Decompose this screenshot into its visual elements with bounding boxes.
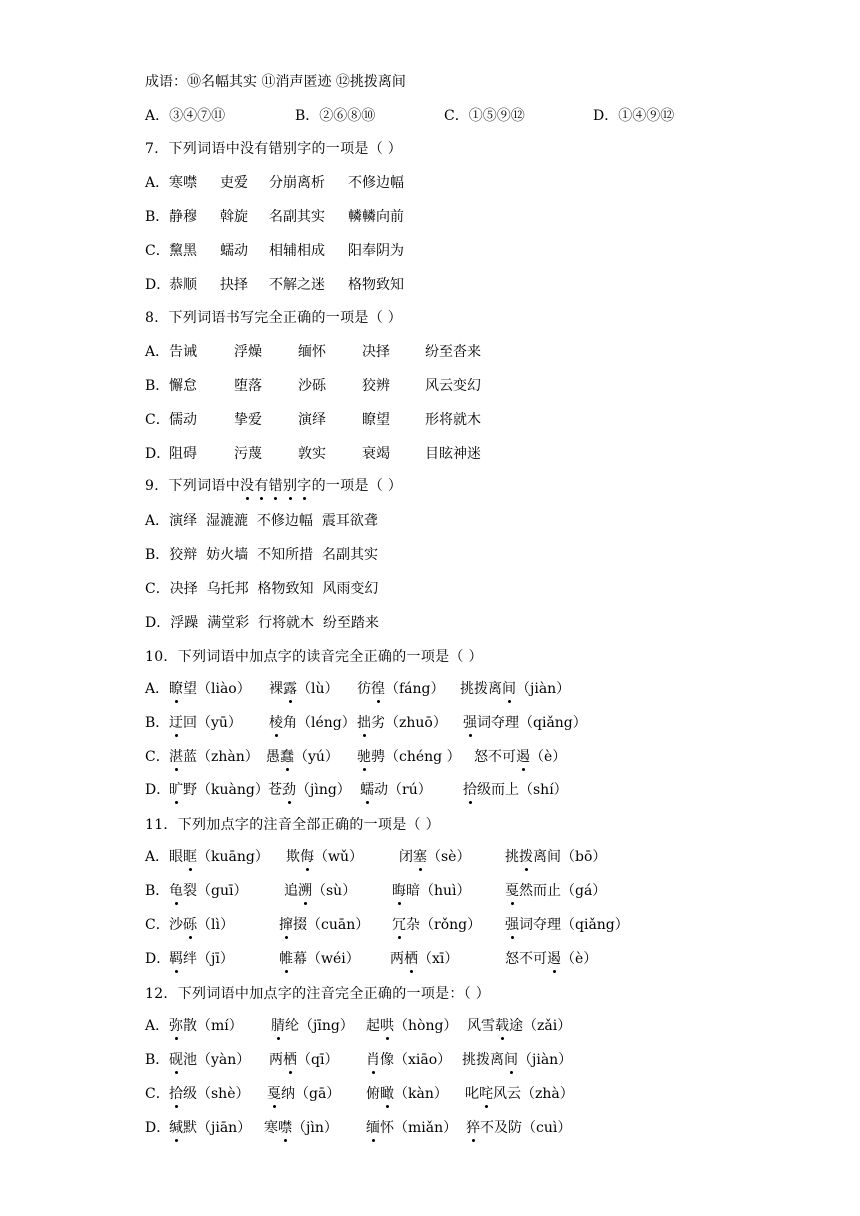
dotted-char: 龟: [169, 880, 183, 902]
pinyin-item: 冗杂（rǒng）: [392, 914, 481, 936]
word: 轔轔向前: [348, 209, 404, 225]
pinyin-item: 腈纶（jīng）: [271, 1015, 354, 1037]
dotted-char: 强: [505, 914, 519, 936]
option-label: D．: [145, 1120, 171, 1136]
option-label: B．: [145, 1052, 170, 1068]
pinyin-item: 砚池（yàn）: [169, 1049, 250, 1071]
pinyin-item: 两栖（qī）: [269, 1049, 338, 1071]
dotted-char: 棱: [269, 712, 283, 734]
pinyin-item: 肖像（xiāo）: [366, 1049, 451, 1071]
pinyin-item: 湛蓝（zhàn）: [169, 746, 259, 768]
word: 决择: [362, 344, 390, 360]
question-8-stem: 8．下列词语书写完全正确的一项是（ ）: [145, 310, 403, 326]
dotted-char: 遏: [516, 746, 530, 768]
option-label: C．: [145, 412, 170, 428]
dotted-char: 迂: [169, 712, 183, 734]
word: 分崩离析: [269, 175, 325, 191]
dotted-char: 遏: [547, 948, 561, 970]
pinyin-item: 挑拨离间（bō）: [505, 846, 606, 868]
word: 衰竭: [362, 446, 390, 462]
word: 挚爱: [234, 412, 262, 428]
option-label: D．: [145, 782, 171, 798]
word: 恭顺: [169, 277, 197, 293]
pinyin-item: 叱咤风云（zhà）: [465, 1083, 574, 1105]
word: 相辅相成: [269, 243, 325, 259]
pinyin-item: 欺侮（wǔ）: [286, 846, 363, 868]
word: 堕落: [234, 378, 262, 394]
word: 懈怠: [169, 378, 197, 394]
dotted-char: 晦: [392, 880, 406, 902]
word: 沙砾: [298, 378, 326, 394]
q9-option-a: [145, 510, 378, 532]
emphasis-char: 错: [269, 475, 283, 497]
dotted-char: 旷: [169, 779, 183, 801]
word: 告诫: [169, 344, 197, 360]
pinyin-item: 旷野（kuàng）: [169, 779, 269, 801]
dotted-char: 驰: [357, 746, 371, 768]
option-b: B．②⑥⑧⑩: [295, 108, 376, 124]
pinyin-item: 拾级（shè）: [169, 1083, 250, 1105]
option-label: A．: [145, 175, 170, 191]
word: 蠕动: [220, 243, 248, 259]
option-label: D．: [145, 277, 171, 293]
dotted-char: 溯: [298, 880, 312, 902]
word: 名副其实: [269, 209, 325, 225]
dotted-char: 瞭: [169, 678, 183, 700]
option-label: A．: [145, 513, 170, 529]
option-label: B．: [145, 715, 170, 731]
dotted-char: 载: [495, 1015, 509, 1037]
word: 形将就木: [425, 412, 481, 428]
option-c: C．①⑤⑨⑫: [444, 108, 525, 124]
dotted-char: 栖: [283, 1049, 297, 1071]
pinyin-item: 戛纳（gā）: [267, 1083, 340, 1105]
word: 格物致知: [348, 277, 404, 293]
word: 目眩神迷: [425, 446, 481, 462]
dotted-char: 拾: [463, 779, 477, 801]
word: 不修边幅: [348, 175, 404, 191]
pinyin-item: 缅怀（miǎn）: [366, 1117, 457, 1139]
option-a: A．③④⑦⑪: [145, 108, 226, 124]
pinyin-item: 棱角（léng）: [269, 712, 356, 734]
dotted-char: 噤: [278, 1117, 292, 1139]
q9-option-d: [145, 612, 379, 634]
word: 阳奉阴为: [348, 243, 404, 259]
word: 狡辨: [362, 378, 390, 394]
q9-option-b: [145, 544, 378, 566]
dotted-char: 拙: [357, 712, 371, 734]
pinyin-item: 帷幕（wéi）: [279, 948, 360, 970]
dotted-char: 缄: [169, 1117, 183, 1139]
dotted-char: 塞: [413, 846, 427, 868]
option-label: B．: [145, 883, 170, 899]
question-10-stem: 10．下列词语中加点字的读音完全正确的一项是（ ）: [145, 649, 483, 665]
pinyin-item: 戛然而止（gá）: [505, 880, 606, 902]
dotted-char: 徨: [371, 678, 385, 700]
pinyin-item: 闭塞（sè）: [399, 846, 470, 868]
dotted-char: 劲: [282, 779, 296, 801]
pinyin-item: 挑拨离间（jiàn）: [460, 678, 570, 700]
dotted-char: 撺: [279, 914, 293, 936]
emphasis-char: 没: [240, 475, 254, 497]
option-label: B．: [145, 547, 170, 563]
option-text: 浮躁 满堂彩 行将就木 纷至踏来: [170, 615, 379, 631]
word: 瞭望: [362, 412, 390, 428]
dotted-char: 咤: [479, 1083, 493, 1105]
pinyin-item: 怒不可遏（è）: [474, 746, 566, 768]
pinyin-item: 俯瞰（kàn）: [366, 1083, 448, 1105]
option-label: C．: [145, 1086, 170, 1102]
top-options: [145, 105, 725, 127]
emphasis-char: 有: [254, 475, 268, 497]
dotted-char: 哄: [380, 1015, 394, 1037]
pinyin-item: 寒噤（jìn）: [264, 1117, 338, 1139]
dotted-char: 帷: [279, 948, 293, 970]
pinyin-item: 怒不可遏（è）: [505, 948, 597, 970]
pinyin-item: 缄默（jiān）: [169, 1117, 251, 1139]
pinyin-item: 迂回（yū）: [169, 712, 242, 734]
pinyin-item: 追溯（sù）: [284, 880, 356, 902]
word: 斡旋: [220, 209, 248, 225]
word: 浮燥: [234, 344, 262, 360]
dotted-char: 拾: [169, 1083, 183, 1105]
word: 不解之迷: [269, 277, 325, 293]
pinyin-item: 愚蠢（yú）: [266, 746, 339, 768]
question-11-stem: 11．下列加点字的注音全部正确的一项是（ ）: [145, 817, 440, 833]
pinyin-item: 裸露（lù）: [269, 678, 339, 700]
option-label: A．: [145, 849, 170, 865]
emphasis-char: 字: [297, 475, 311, 497]
dotted-char: 戛: [505, 880, 519, 902]
word: 风云变幻: [425, 378, 481, 394]
pinyin-item: 眼眶（kuāng）: [169, 846, 269, 868]
dotted-char: 强: [463, 712, 477, 734]
word: 演绎: [298, 412, 326, 428]
pinyin-item: 强词夺理（qiǎng）: [505, 914, 629, 936]
word: 阻碍: [169, 446, 197, 462]
dotted-char: 眶: [183, 846, 197, 868]
pinyin-item: 撺掇（cuān）: [279, 914, 369, 936]
word: 纷至沓来: [425, 344, 481, 360]
pinyin-item: 两栖（xī）: [390, 948, 458, 970]
dotted-char: 羁: [169, 948, 183, 970]
dotted-char: 弥: [169, 1015, 183, 1037]
word: 静穆: [169, 209, 197, 225]
pinyin-item: 晦暗（huì）: [392, 880, 471, 902]
pinyin-item: 挑拨离间（jiàn）: [462, 1049, 572, 1071]
idioms-line: 成语：⑩名幅其实 ⑪消声匿迹 ⑫挑拨离间: [145, 74, 406, 90]
option-text: 狡辩 妨火墙 不知所措 名副其实: [169, 547, 378, 563]
word: 吏爱: [220, 175, 248, 191]
option-label: D．: [145, 615, 171, 631]
word: 黧黑: [169, 243, 197, 259]
dotted-char: 蠕: [360, 779, 374, 801]
pinyin-item: 驰骋（chéng ）: [357, 746, 461, 768]
dotted-char: 猝: [466, 1117, 480, 1139]
dotted-char: 腈: [271, 1015, 285, 1037]
option-label: C．: [145, 243, 170, 259]
option-label: C．: [145, 917, 170, 933]
q9-option-c: [145, 578, 378, 600]
pinyin-item: 瞭望（liào）: [169, 678, 251, 700]
dotted-char: 侮: [300, 846, 314, 868]
dotted-char: 蠢: [280, 746, 294, 768]
word: 寒噤: [169, 175, 197, 191]
dotted-char: 间: [504, 1049, 518, 1071]
option-label: B．: [145, 378, 170, 394]
option-label: B．: [145, 209, 170, 225]
dotted-char: 戛: [267, 1083, 281, 1105]
word: 敦实: [298, 446, 326, 462]
dotted-char: 湛: [169, 746, 183, 768]
pinyin-item: 羁绊（jī）: [169, 948, 234, 970]
pinyin-item: 龟裂（guī）: [169, 880, 247, 902]
emphasis-char: 别: [283, 475, 297, 497]
dotted-char: 瞰: [380, 1083, 394, 1105]
dotted-char: 砚: [169, 1049, 183, 1071]
pinyin-item: 拾级而上（shí）: [463, 779, 568, 801]
pinyin-item: 风雪载途（zǎi）: [467, 1015, 571, 1037]
dotted-char: 肖: [366, 1049, 380, 1071]
dotted-char: 缅: [366, 1117, 380, 1139]
pinyin-item: 苍劲（jìng）: [268, 779, 351, 801]
dotted-char: 栖: [404, 948, 418, 970]
pinyin-item: 蠕动（rú）: [360, 779, 432, 801]
word: 儒动: [169, 412, 197, 428]
option-label: D．: [145, 446, 171, 462]
dotted-char: 露: [283, 678, 297, 700]
pinyin-item: 猝不及防（cuì）: [466, 1117, 571, 1139]
pinyin-item: 彷徨（fáng）: [357, 678, 445, 700]
question-9-stem: 9．下列词语中没有错别字的一项是（ ）: [145, 475, 402, 497]
dotted-char: 拨: [519, 846, 533, 868]
pinyin-item: 沙砾（lì）: [169, 914, 234, 936]
dotted-char: 冗: [392, 914, 406, 936]
option-label: C．: [145, 581, 170, 597]
word: 抉择: [220, 277, 248, 293]
option-label: D．: [145, 951, 171, 967]
option-label: A．: [145, 344, 170, 360]
dotted-char: 砾: [183, 914, 197, 936]
option-label: A．: [145, 681, 170, 697]
option-label: C．: [145, 749, 170, 765]
option-text: 决择 乌托邦 格物致知 风雨变幻: [169, 581, 379, 597]
pinyin-item: 拙劣（zhuō）: [357, 712, 447, 734]
question-7-stem: 7．下列词语中没有错别字的一项是（ ）: [145, 141, 403, 157]
pinyin-item: 弥散（mí）: [169, 1015, 243, 1037]
option-d: D．①④⑨⑫: [593, 108, 675, 124]
word: 缅怀: [298, 344, 326, 360]
option-text: 演绎 湿漉漉 不修边幅 震耳欲聋: [169, 513, 378, 529]
option-label: A．: [145, 1018, 170, 1034]
question-12-stem: 12．下列词语中加点字的注音完全正确的一项是：（ ）: [145, 986, 491, 1002]
word: 污蔑: [234, 446, 262, 462]
dotted-char: 间: [502, 678, 516, 700]
pinyin-item: 强词夺理（qiǎng）: [463, 712, 587, 734]
pinyin-item: 起哄（hòng）: [366, 1015, 457, 1037]
